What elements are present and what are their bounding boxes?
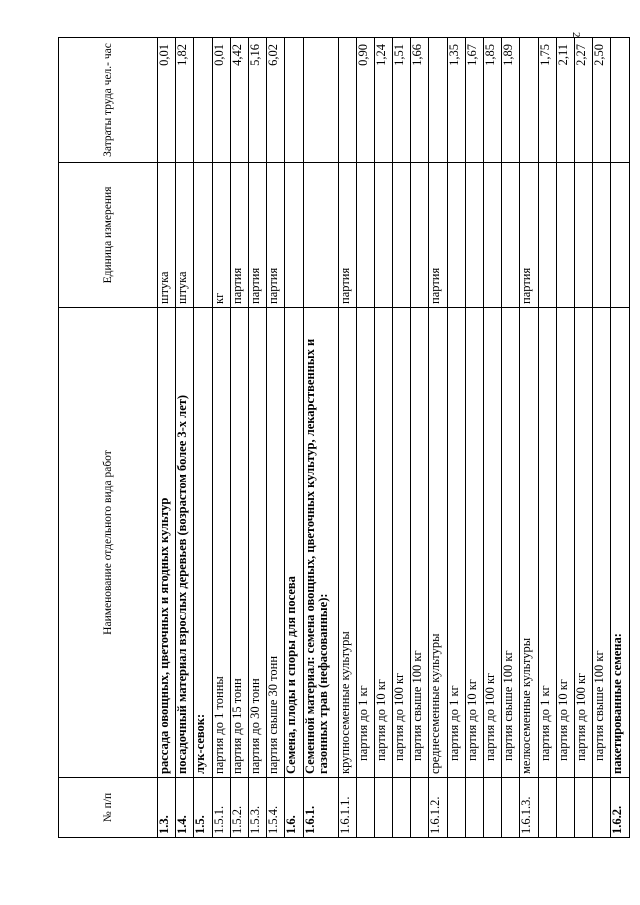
row-number: 1.5.3. xyxy=(248,778,266,838)
row-number xyxy=(538,778,556,838)
row-name: рассада овощных, цветочных и ягодных культур xyxy=(158,308,176,778)
row-name: партия свыше 30 тонн xyxy=(267,308,285,778)
row-labor: 1,35 xyxy=(447,38,465,163)
row-labor: 1,51 xyxy=(393,38,411,163)
table-row xyxy=(429,38,447,838)
row-labor: 4,42 xyxy=(230,38,248,163)
row-name: Семенной материал: семена овощных, цветочных культур, лекарственных и газонных трав (нефасованные): xyxy=(303,308,338,778)
header-num: № п/п xyxy=(59,778,158,838)
row-number xyxy=(374,778,392,838)
row-name: партия до 100 кг xyxy=(484,308,502,778)
row-labor: 1,75 xyxy=(538,38,556,163)
row-name: крупносеменные культуры xyxy=(338,308,356,778)
row-name: партия до 15 тонн xyxy=(230,308,248,778)
row-unit xyxy=(285,163,303,308)
rotated-table-container xyxy=(58,38,625,838)
row-number xyxy=(393,778,411,838)
table-row xyxy=(538,38,556,838)
row-number xyxy=(465,778,483,838)
row-name: партия до 10 кг xyxy=(465,308,483,778)
table-header-row xyxy=(59,38,158,838)
row-unit xyxy=(465,163,483,308)
row-unit: партия xyxy=(248,163,266,308)
table-row xyxy=(593,38,611,838)
table-row xyxy=(158,38,176,838)
row-labor: 1,66 xyxy=(411,38,429,163)
row-unit xyxy=(556,163,574,308)
row-unit: партия xyxy=(267,163,285,308)
row-labor: 0,01 xyxy=(212,38,230,163)
row-unit: партия xyxy=(520,163,538,308)
row-number xyxy=(356,778,374,838)
row-number xyxy=(411,778,429,838)
row-name: партия до 10 кг xyxy=(374,308,392,778)
row-labor xyxy=(303,38,338,163)
table-row xyxy=(484,38,502,838)
row-labor: 2,50 xyxy=(593,38,611,163)
row-unit xyxy=(356,163,374,308)
row-labor xyxy=(520,38,538,163)
row-labor: 1,82 xyxy=(176,38,194,163)
row-name: партия свыше 100 кг xyxy=(502,308,520,778)
header-name: Наименование отдельного вида работ xyxy=(59,308,158,778)
row-name: партия до 1 кг xyxy=(356,308,374,778)
row-labor: 1,67 xyxy=(465,38,483,163)
labor-cost-table xyxy=(58,37,630,838)
row-unit: партия xyxy=(230,163,248,308)
row-labor xyxy=(194,38,212,163)
row-labor: 0,01 xyxy=(158,38,176,163)
row-name: партия до 1 тонны xyxy=(212,308,230,778)
row-name: Семена, плоды и споры для посева xyxy=(285,308,303,778)
table-row xyxy=(574,38,592,838)
table-row xyxy=(248,38,266,838)
row-labor: 1,24 xyxy=(374,38,392,163)
row-unit xyxy=(538,163,556,308)
table-row xyxy=(393,38,411,838)
row-name: партия до 1 кг xyxy=(447,308,465,778)
row-number: 1.5.2. xyxy=(230,778,248,838)
row-labor xyxy=(285,38,303,163)
row-unit xyxy=(393,163,411,308)
row-unit xyxy=(411,163,429,308)
row-number xyxy=(447,778,465,838)
row-name: партия свыше 100 кг xyxy=(411,308,429,778)
row-unit xyxy=(593,163,611,308)
row-number xyxy=(484,778,502,838)
row-number xyxy=(502,778,520,838)
table-row xyxy=(611,38,629,838)
table-row xyxy=(520,38,538,838)
row-unit xyxy=(611,163,629,308)
table-row xyxy=(230,38,248,838)
row-labor: 1,89 xyxy=(502,38,520,163)
row-number: 1.5.1. xyxy=(212,778,230,838)
row-name: партия до 1 кг xyxy=(538,308,556,778)
row-labor: 0,90 xyxy=(356,38,374,163)
row-unit xyxy=(574,163,592,308)
row-number: 1.5.4. xyxy=(267,778,285,838)
row-unit xyxy=(484,163,502,308)
table-body xyxy=(158,38,630,838)
table-row xyxy=(267,38,285,838)
row-name: партия до 100 кг xyxy=(393,308,411,778)
row-number xyxy=(593,778,611,838)
table-row xyxy=(374,38,392,838)
row-number: 1.3. xyxy=(158,778,176,838)
table-row xyxy=(194,38,212,838)
table-row xyxy=(411,38,429,838)
row-name: лук-севок: xyxy=(194,308,212,778)
row-unit: партия xyxy=(338,163,356,308)
table-row xyxy=(447,38,465,838)
row-number: 1.6.1.3. xyxy=(520,778,538,838)
row-labor: 2,11 xyxy=(556,38,574,163)
table-row xyxy=(338,38,356,838)
row-number: 1.6.1.1. xyxy=(338,778,356,838)
table-row xyxy=(176,38,194,838)
row-labor: 1,85 xyxy=(484,38,502,163)
row-name: партия свыше 100 кг xyxy=(593,308,611,778)
row-name: посадочный материал взрослых деревьев (возрастом более 3-х лет) xyxy=(176,308,194,778)
row-number: 1.4. xyxy=(176,778,194,838)
table-row xyxy=(212,38,230,838)
row-unit xyxy=(447,163,465,308)
table-row xyxy=(303,38,338,838)
page-number: 2 xyxy=(570,32,582,38)
row-labor: 5,16 xyxy=(248,38,266,163)
table-row xyxy=(465,38,483,838)
row-unit: кг xyxy=(212,163,230,308)
row-number: 1.6. xyxy=(285,778,303,838)
row-name: среднесеменные культуры xyxy=(429,308,447,778)
row-number xyxy=(574,778,592,838)
row-name: пакетированные семена: xyxy=(611,308,629,778)
row-name: партия до 30 тонн xyxy=(248,308,266,778)
table-row xyxy=(356,38,374,838)
header-labor: Затраты труда чел.- час xyxy=(59,38,158,163)
row-name: партия до 100 кг xyxy=(574,308,592,778)
row-name: партия до 10 кг xyxy=(556,308,574,778)
row-number xyxy=(556,778,574,838)
row-unit xyxy=(194,163,212,308)
table-row xyxy=(285,38,303,838)
row-labor xyxy=(429,38,447,163)
row-number: 1.6.1.2. xyxy=(429,778,447,838)
table-row xyxy=(502,38,520,838)
row-unit: партия xyxy=(429,163,447,308)
row-unit xyxy=(374,163,392,308)
row-labor xyxy=(611,38,629,163)
row-labor: 6,02 xyxy=(267,38,285,163)
row-unit: штука xyxy=(176,163,194,308)
row-unit xyxy=(303,163,338,308)
row-unit xyxy=(502,163,520,308)
table-row xyxy=(556,38,574,838)
row-labor xyxy=(338,38,356,163)
row-number: 1.6.1. xyxy=(303,778,338,838)
row-number: 1.6.2. xyxy=(611,778,629,838)
header-unit: Единица измерения xyxy=(59,163,158,308)
row-unit: штука xyxy=(158,163,176,308)
row-number: 1.5. xyxy=(194,778,212,838)
row-name: мелкосеменные культуры xyxy=(520,308,538,778)
row-labor: 2,27 xyxy=(574,38,592,163)
